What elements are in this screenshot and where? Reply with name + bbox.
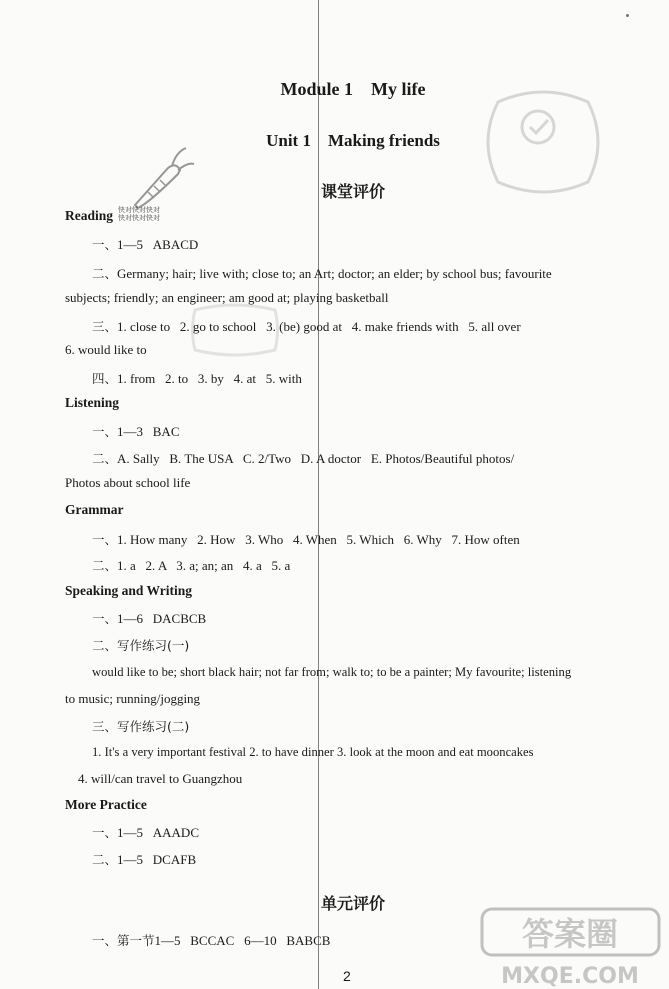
speaking-line-2: 二、写作练习(一) <box>92 638 190 653</box>
reading-line-3: subjects; friendly; an engineer; am good at; playing basketball <box>65 290 389 305</box>
speaking-line-1-num: 一、 <box>92 611 118 626</box>
watermark-tag-line: 快对快对快对 <box>118 206 160 214</box>
heading-speaking-writing: Speaking and Writing <box>65 583 193 598</box>
watermark-tag-line: 快对快对快对 <box>118 214 160 222</box>
listening-line-1-num: 一、 <box>92 424 118 439</box>
reading-line-5: 6. would like to <box>65 342 147 357</box>
reading-line-6-text: 1. from 2. to 3. by 4. at 5. with <box>117 371 302 386</box>
unit-title: Unit 1 Making friends <box>266 131 440 150</box>
section-title-unit-eval: 单元评价 <box>320 894 385 913</box>
reading-line-6-num: 四、 <box>92 371 118 386</box>
section-title-class-eval: 课堂评价 <box>320 182 385 201</box>
reading-line-4 <box>92 317 521 335</box>
more-practice-line-1-text: 1—5 AAADC <box>117 825 199 840</box>
listening-line-2-text: A. Sally B. The USA C. 2/Two D. A doctor E. Photos/Beautiful photos/ <box>117 451 515 466</box>
listening-line-3: Photos about school life <box>65 475 191 490</box>
reading-line-1 <box>92 235 198 253</box>
brand-watermark-logo <box>478 905 663 989</box>
speaking-line-1-text: 1—6 DACBCB <box>117 611 207 626</box>
speaking-line-3: would like to be; short black hair; not far from; walk to; to be a painter; My favourite; listening <box>92 665 572 679</box>
reading-line-1-num: 一、 <box>92 237 118 252</box>
grammar-line-2-text: 1. a 2. A 3. a; an; an 4. a 5. a <box>117 558 291 573</box>
listening-line-2-num: 二、 <box>92 451 118 466</box>
unit-eval-line-1-num: 一、第一节 <box>92 933 155 948</box>
page-speck <box>626 14 629 17</box>
watermark-tag <box>118 206 160 222</box>
speaking-line-7: 4. will/can travel to Guangzhou <box>78 771 243 786</box>
reading-line-1-text: 1—5 ABACD <box>117 237 199 252</box>
more-practice-line-2-num: 二、 <box>92 852 118 867</box>
more-practice-line-2 <box>92 850 196 868</box>
heading-reading: Reading <box>65 208 114 223</box>
module-title: Module 1 My life <box>280 79 426 99</box>
speaking-line-4: to music; running/jogging <box>65 691 201 706</box>
grammar-line-2 <box>92 556 290 574</box>
reading-line-2 <box>92 264 552 282</box>
heading-more-practice: More Practice <box>65 797 147 812</box>
reading-line-4-text: 1. close to 2. go to school 3. (be) good at 4. make friends with 5. all over <box>117 319 521 334</box>
speaking-line-5: 三、写作练习(二) <box>92 719 190 734</box>
unit-eval-line-1-text: 1—5 BCCAC 6—10 BABCB <box>154 933 331 948</box>
more-practice-line-1-num: 一、 <box>92 825 118 840</box>
listening-line-2 <box>92 449 514 467</box>
grammar-line-1-num: 一、 <box>92 532 118 547</box>
more-practice-line-2-text: 1—5 DCAFB <box>117 852 197 867</box>
listening-line-1-text: 1—3 BAC <box>117 424 180 439</box>
heading-listening: Listening <box>65 395 120 410</box>
grammar-line-2-num: 二、 <box>92 558 118 573</box>
reading-line-2-num: 二、 <box>92 266 118 281</box>
reading-line-2-text: Germany; hair; live with; close to; an Art; doctor; an elder; by school bus; favourite <box>117 266 552 281</box>
more-practice-line-1 <box>92 823 199 841</box>
svg-text:MXQE.COM: MXQE.COM <box>501 964 639 989</box>
svg-text:答案圈: 答案圈 <box>521 915 619 953</box>
speaking-line-6: 1. It's a very important festival 2. to have dinner 3. look at the moon and eat mooncakes <box>92 745 534 759</box>
reading-line-6 <box>92 369 302 387</box>
speaking-line-1 <box>92 609 206 627</box>
page-number: 2 <box>343 968 351 984</box>
grammar-line-1 <box>92 530 520 548</box>
grammar-line-1-text: 1. How many 2. How 3. Who 4. When 5. Which 6. Why 7. How often <box>117 532 520 547</box>
reading-line-4-num: 三、 <box>92 319 118 334</box>
listening-line-1 <box>92 422 180 440</box>
unit-eval-line-1 <box>92 931 330 949</box>
heading-grammar: Grammar <box>65 502 124 517</box>
